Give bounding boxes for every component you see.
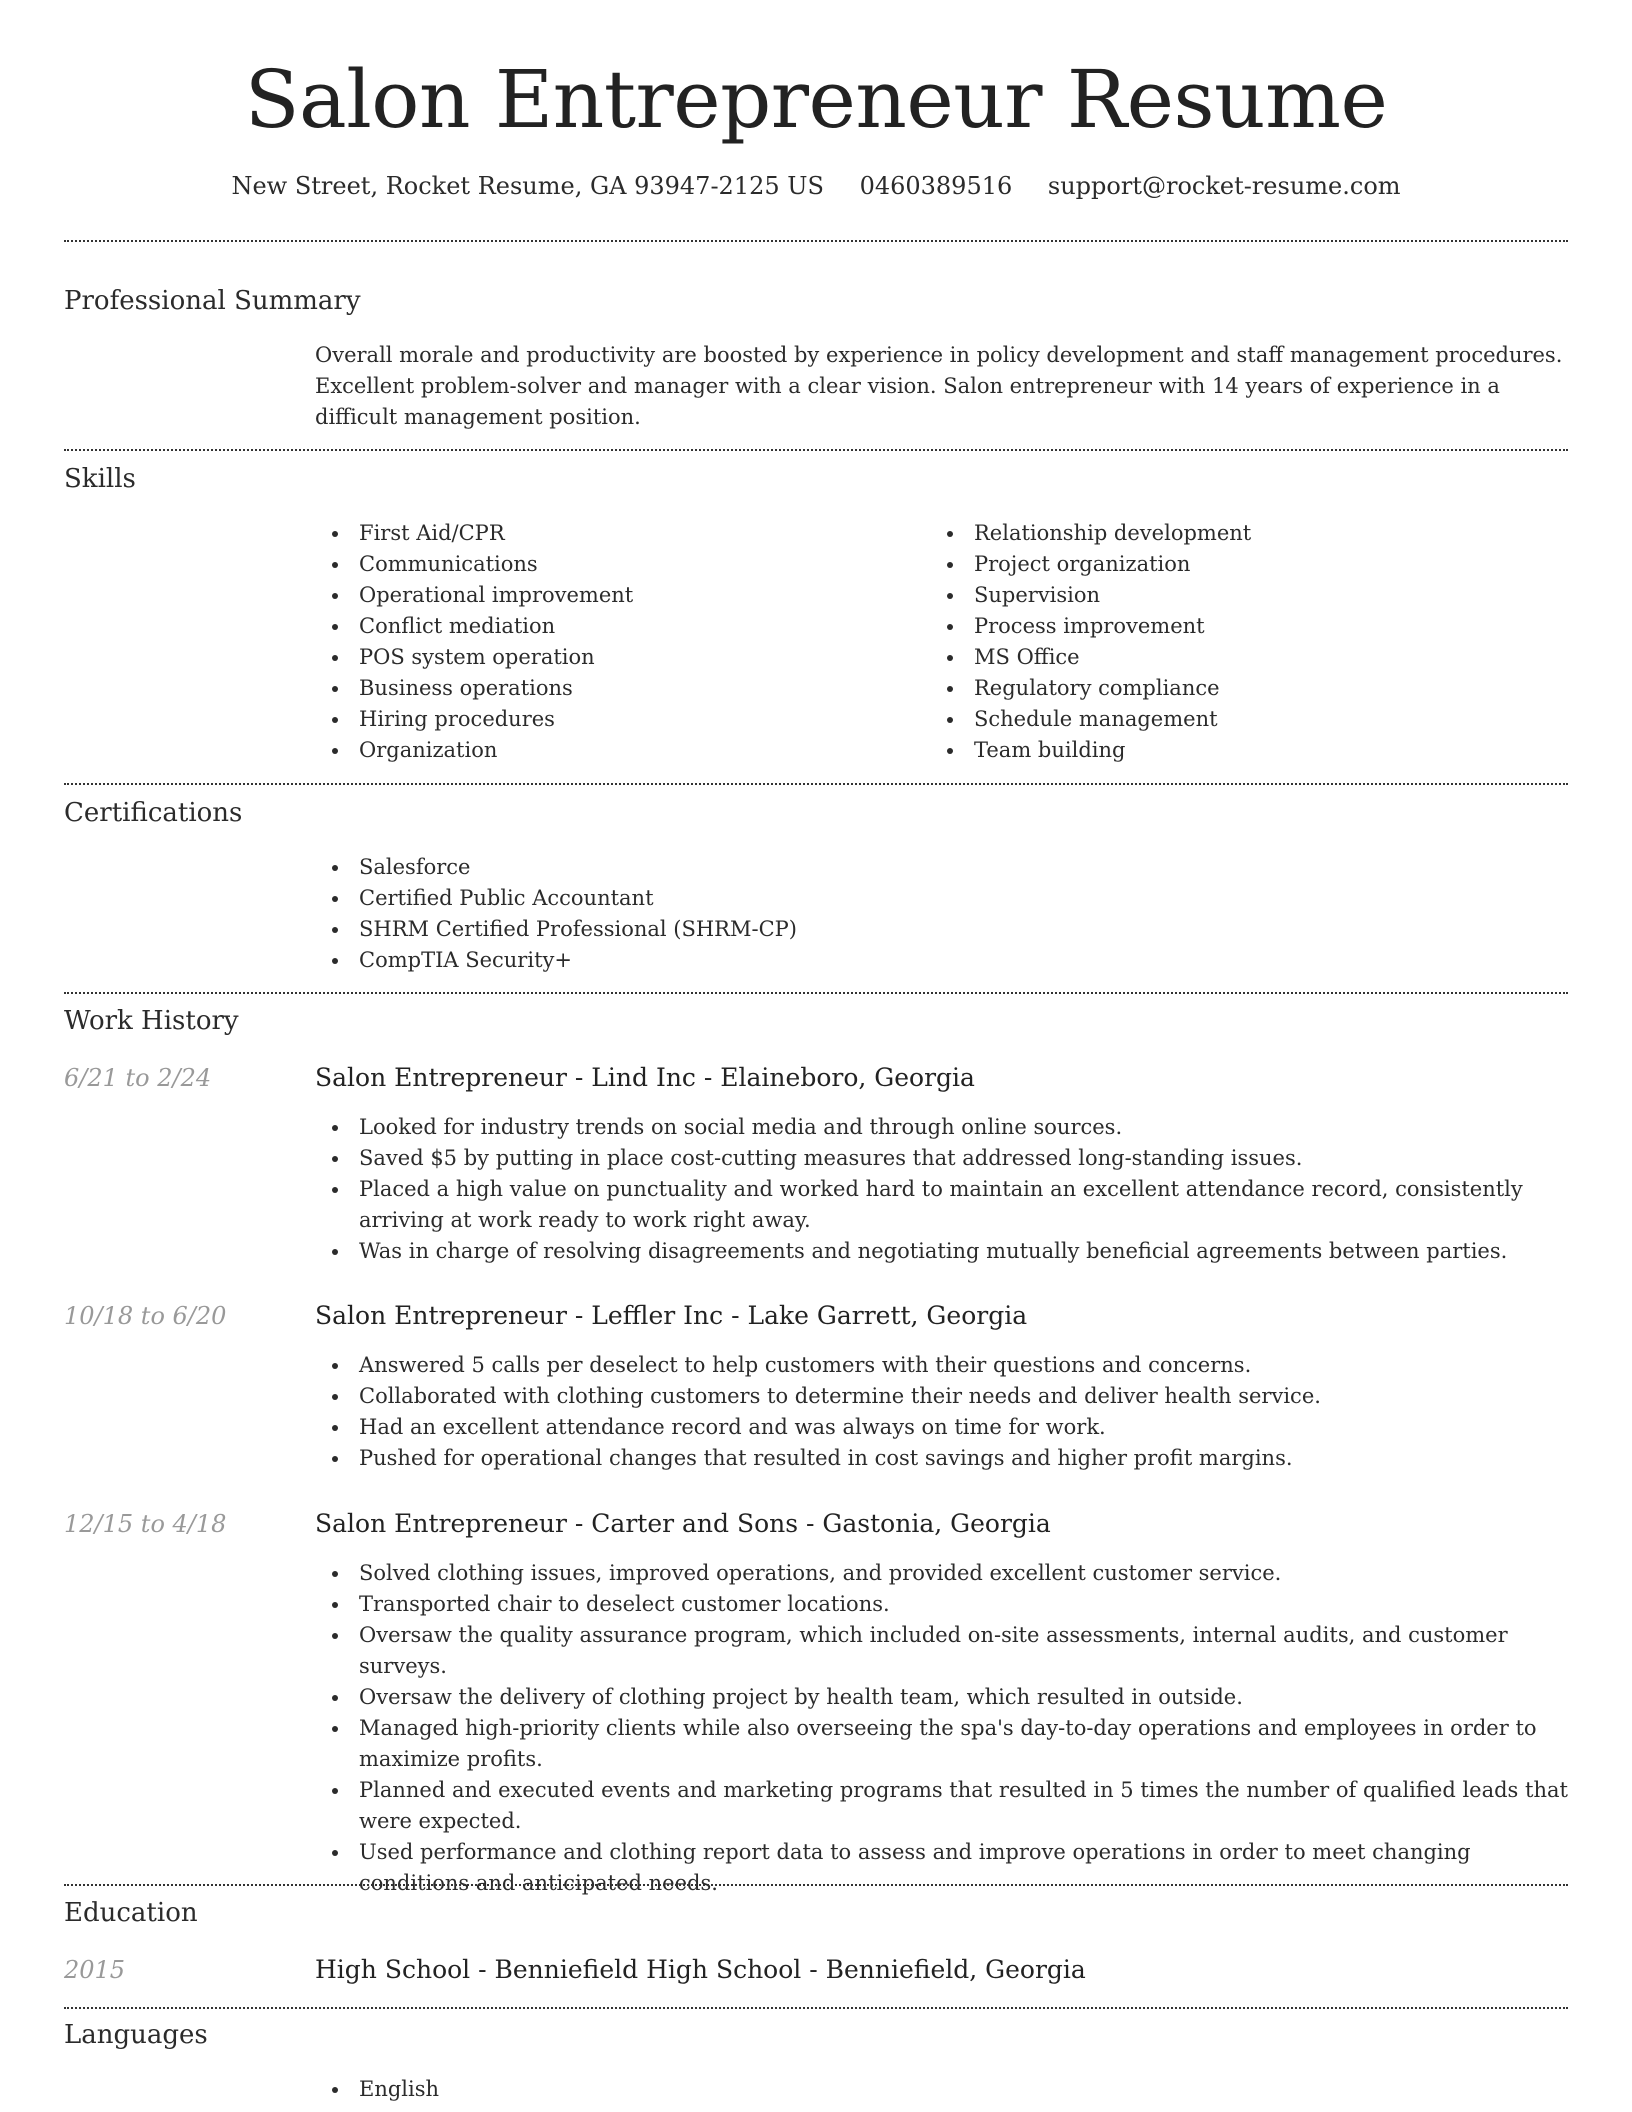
skill-item: Conflict mediation: [315, 611, 915, 642]
education-entry: High School - Benniefield High School - Benniefield, Georgia: [315, 1955, 1086, 1984]
job-bullet: Was in charge of resolving disagreements and negotiating mutually beneficial agreements between parties.: [315, 1236, 1568, 1267]
job-bullet: Answered 5 calls per deselect to help customers with their questions and concerns.: [315, 1350, 1568, 1381]
section-title-skills: Skills: [64, 464, 136, 494]
certification-item: Salesforce: [315, 852, 1565, 883]
divider: [64, 783, 1568, 785]
section-title-education: Education: [64, 1898, 198, 1928]
job-bullet: Managed high-priority clients while also overseeing the spa's day-to-day operations and employees in order to maximize profits.: [315, 1713, 1568, 1775]
skill-item: Project organization: [930, 549, 1530, 580]
resume-title: Salon Entrepreneur Resume: [244, 53, 1388, 146]
job-dates: 10/18 to 6/20: [64, 1302, 227, 1330]
divider: [64, 240, 1568, 242]
skills-list-left: [315, 518, 915, 766]
divider: [64, 449, 1568, 451]
skill-item: POS system operation: [315, 642, 915, 673]
certifications-list: [315, 852, 1565, 976]
contact-phone: 0460389516: [859, 172, 1013, 200]
job-bullet: Placed a high value on punctuality and worked hard to maintain an excellent attendance record, consistently arriving at work ready to work right away.: [315, 1174, 1568, 1236]
section-title-languages: Languages: [64, 2020, 208, 2050]
skill-item: Business operations: [315, 673, 915, 704]
job-bullet: Looked for industry trends on social media and through online sources.: [315, 1112, 1568, 1143]
skill-item: Organization: [315, 735, 915, 766]
job-bullet: Solved clothing issues, improved operations, and provided excellent customer service.: [315, 1558, 1568, 1589]
job-bullets: [315, 1350, 1568, 1474]
divider: [64, 2007, 1568, 2009]
job-bullet: Pushed for operational changes that resulted in cost savings and higher profit margins.: [315, 1443, 1568, 1474]
job-dates: 6/21 to 2/24: [64, 1064, 212, 1092]
skill-item: Regulatory compliance: [930, 673, 1530, 704]
skill-item: Process improvement: [930, 611, 1530, 642]
contact-line: [64, 170, 1568, 202]
job-bullet: Oversaw the quality assurance program, which included on-site assessments, internal audits, and customer surveys.: [315, 1620, 1568, 1682]
job-bullet: Saved $5 by putting in place cost-cutting measures that addressed long-standing issues.: [315, 1143, 1568, 1174]
languages-list: [315, 2074, 915, 2105]
skill-item: Team building: [930, 735, 1530, 766]
summary-text: Overall morale and productivity are boosted by experience in policy development and staff management procedures. Excellent problem-solver and manager with a clear vision. Salon entrepreneur with 14 years of experience in a difficult management position.: [315, 343, 1563, 429]
job-bullet: Used performance and clothing report data to assess and improve operations in order to meet changing conditions and anticipated needs.: [315, 1837, 1568, 1899]
job-title: Salon Entrepreneur - Carter and Sons - Gastonia, Georgia: [315, 1509, 1051, 1538]
job-bullet: Planned and executed events and marketing programs that resulted in 5 times the number of qualified leads that were expected.: [315, 1775, 1568, 1837]
skill-item: Communications: [315, 549, 915, 580]
job-bullets: [315, 1558, 1568, 1899]
job-bullet: Transported chair to deselect customer locations.: [315, 1589, 1568, 1620]
section-title-certifications: Certifications: [64, 798, 243, 828]
skills-list-right: [930, 518, 1530, 766]
certification-item: Certified Public Accountant: [315, 883, 1565, 914]
job-bullet: Oversaw the delivery of clothing project by health team, which resulted in outside.: [315, 1682, 1568, 1713]
education-year: 2015: [64, 1956, 126, 1984]
contact-address: New Street, Rocket Resume, GA 93947-2125 US: [231, 172, 824, 200]
divider: [64, 1884, 1568, 1886]
skill-item: First Aid/CPR: [315, 518, 915, 549]
job-title: Salon Entrepreneur - Lind Inc - Elaineboro, Georgia: [315, 1063, 975, 1092]
skill-item: Hiring procedures: [315, 704, 915, 735]
certification-item: SHRM Certified Professional (SHRM-CP): [315, 914, 1565, 945]
job-bullet: Collaborated with clothing customers to determine their needs and deliver health service.: [315, 1381, 1568, 1412]
job-bullets: [315, 1112, 1568, 1267]
divider: [64, 992, 1568, 994]
contact-email: support@rocket-resume.com: [1047, 172, 1401, 200]
job-title: Salon Entrepreneur - Leffler Inc - Lake Garrett, Georgia: [315, 1301, 1028, 1330]
section-title-summary: Professional Summary: [64, 286, 361, 316]
job-dates: 12/15 to 4/18: [64, 1510, 227, 1538]
skill-item: Supervision: [930, 580, 1530, 611]
skill-item: Operational improvement: [315, 580, 915, 611]
language-item: English: [315, 2074, 915, 2105]
skill-item: Relationship development: [930, 518, 1530, 549]
skill-item: Schedule management: [930, 704, 1530, 735]
skill-item: MS Office: [930, 642, 1530, 673]
certification-item: CompTIA Security+: [315, 945, 1565, 976]
section-title-work-history: Work History: [64, 1006, 239, 1036]
job-bullet: Had an excellent attendance record and was always on time for work.: [315, 1412, 1568, 1443]
